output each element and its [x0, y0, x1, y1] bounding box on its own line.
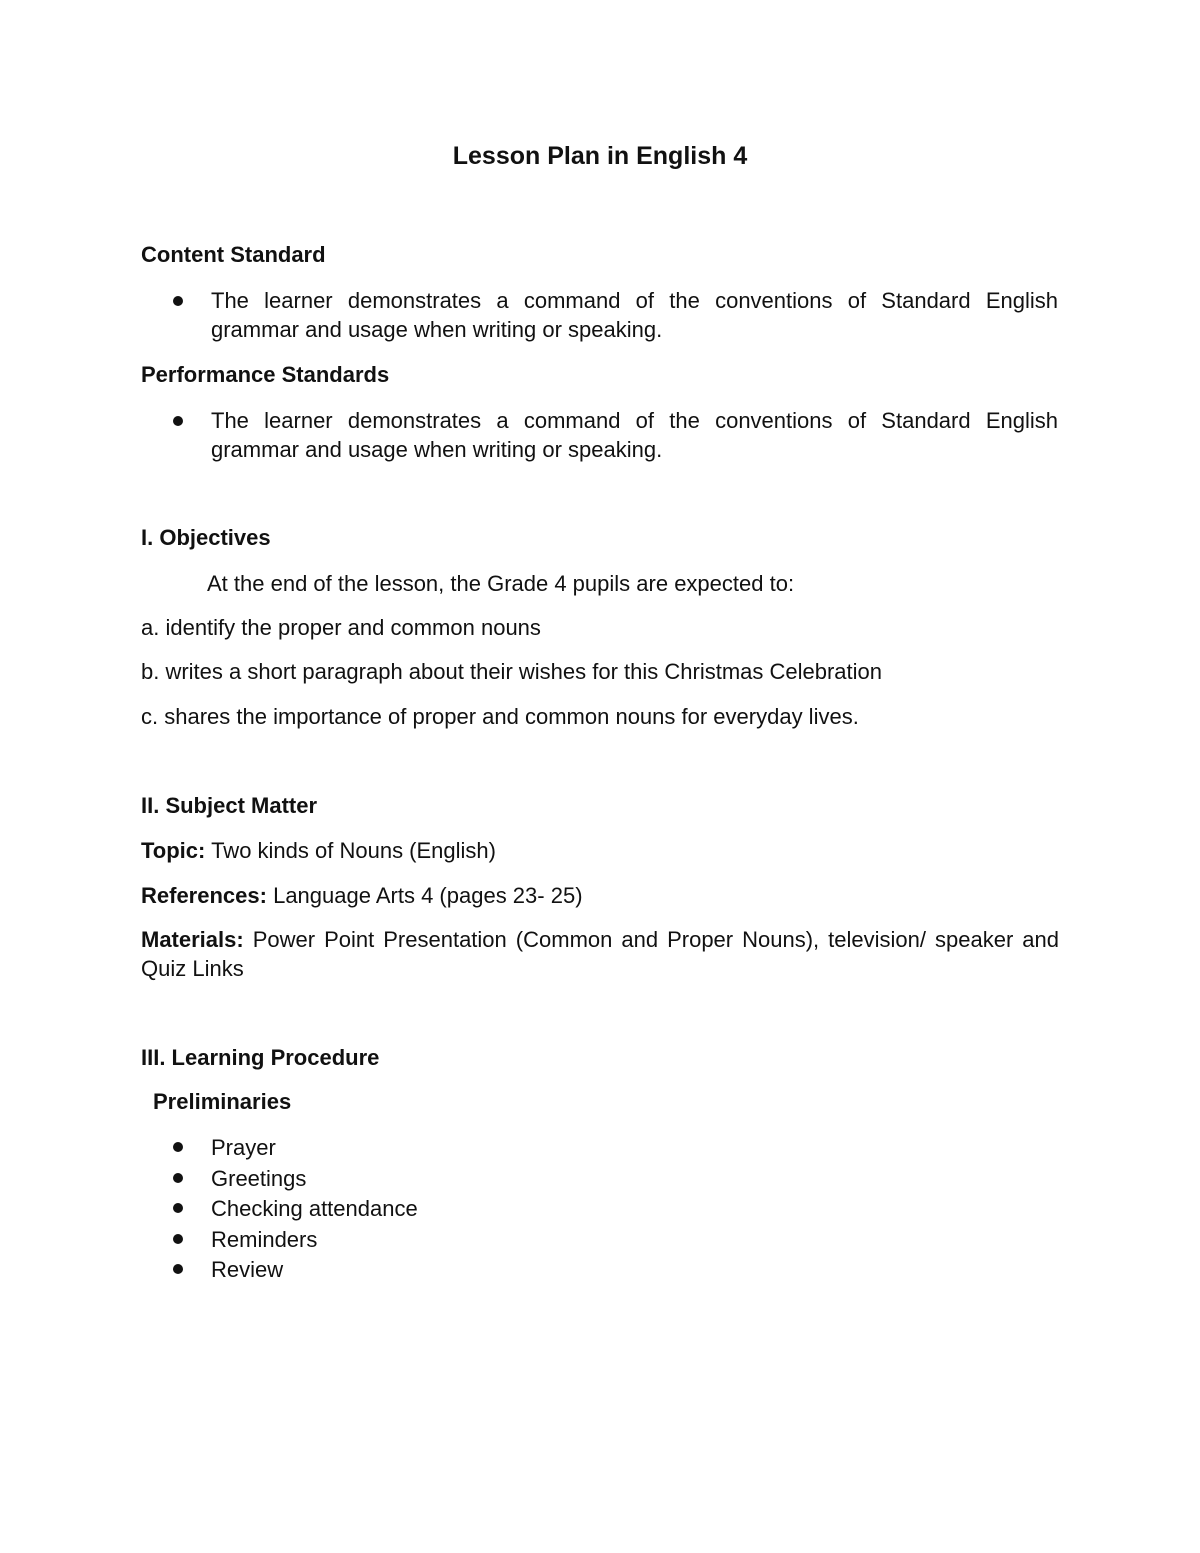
document-title: Lesson Plan in English 4	[452, 142, 748, 170]
content-standard-heading: Content Standard	[141, 242, 326, 267]
bullet-icon	[173, 1203, 183, 1213]
preliminary-item-reminders: Reminders	[211, 1227, 318, 1252]
topic-line	[141, 836, 496, 865]
bullet-icon	[173, 296, 183, 306]
bullet-icon	[173, 416, 183, 426]
objective-item-c: c. shares the importance of proper and common nouns for everyday lives.	[141, 704, 859, 729]
materials-line	[141, 925, 1059, 983]
materials-label: Materials:	[141, 927, 244, 952]
references-line	[141, 881, 583, 910]
objective-item-a: a. identify the proper and common nouns	[141, 615, 541, 640]
content-standard-text: The learner demonstrates a command of the conventions of Standard English grammar and usage when writing or speaking.	[211, 288, 1058, 342]
bullet-icon	[173, 1142, 183, 1152]
preliminaries-subheading: Preliminaries	[153, 1089, 292, 1114]
objectives-intro: At the end of the lesson, the Grade 4 pupils are expected to:	[207, 571, 795, 596]
learning-procedure-heading: III. Learning Procedure	[141, 1045, 380, 1070]
performance-standards-text: The learner demonstrates a command of the conventions of Standard English grammar and usage when writing or speaking.	[211, 408, 1058, 462]
topic-label: Topic:	[141, 838, 206, 863]
preliminary-item-attendance: Checking attendance	[211, 1196, 418, 1221]
objectives-heading: I. Objectives	[141, 525, 271, 550]
preliminary-item-prayer: Prayer	[211, 1135, 276, 1160]
preliminary-item-review: Review	[211, 1257, 284, 1282]
references-value: Language Arts 4 (pages 23- 25)	[273, 883, 583, 908]
objective-item-b: b. writes a short paragraph about their wishes for this Christmas Celebration	[141, 659, 883, 684]
preliminary-item-greetings: Greetings	[211, 1166, 307, 1191]
bullet-icon	[173, 1264, 183, 1274]
subject-matter-heading: II. Subject Matter	[141, 793, 318, 818]
topic-value: Two kinds of Nouns (English)	[211, 838, 496, 863]
materials-value: Power Point Presentation (Common and Proper Nouns), television/ speaker and Quiz Links	[141, 927, 1059, 981]
performance-standards-heading: Performance Standards	[141, 362, 390, 387]
references-label: References:	[141, 883, 267, 908]
bullet-icon	[173, 1234, 183, 1244]
bullet-icon	[173, 1173, 183, 1183]
